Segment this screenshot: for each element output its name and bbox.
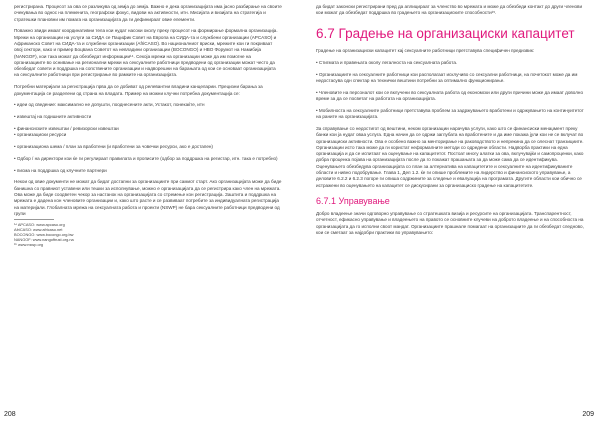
paragraph: Некои од овие документи не можат да бидат достапни за организациите при самиот старт. Ако организацијата може да биде банишна со правниот уставени или тешки за исполнување, можно е организацијата да се регистрира како член на мрежата. Ова може да биде соодветен чекор за настанок на организацијата со стремење кон регистрација. Заштита и поддршка на мрежата е дадена кон членовите организации и, како што расте и се развиваат потребите за индивидуалната регистрација на материјали. Глобалната мрежа на сексуалната работа и проекти (NSWP) не бара сексуалните работници предводени од групи bbox=[14, 179, 282, 216]
bullet-item: • идеи од сведение: максимално не допушти, пооднесените акти, Устакот, понекаќте, итн bbox=[14, 102, 205, 108]
section-heading: 6.7 Градење на организациски капацитет bbox=[316, 25, 575, 41]
paragraph: да бидат законски регистрирани пред да аплицираат за членство во мрежата и може да обезбеди контакт до други членови кои можат да обезбедат поддршка во градењето на организациските способности¹⁵. bbox=[316, 4, 583, 16]
bullet-item: • финансиските извештаи / ревизорски извештаи • организациски ресурси bbox=[14, 125, 119, 138]
footnote: AfriCASO: www.africaso.net bbox=[14, 227, 63, 233]
bullet-item: • Мобилноста на сексуалните работници претставува проблем за задржувањето вработени и одржувањето на континуитетот на раните на организацијата. bbox=[316, 107, 584, 120]
footnote: ¹⁵ www.nswp.org bbox=[14, 242, 44, 248]
page-number-right: 209 bbox=[582, 411, 594, 418]
bullet-item: • Одбор / на директори кои ќе ги регулираат правилата и прописите (одбор за поддршка на регистар, итн. така е потребно) bbox=[14, 155, 278, 161]
subsection-heading: 6.7.1 Управување bbox=[316, 195, 390, 206]
bullet-item: • организациона шема / план за вработени (и вработени за човечки ресурси, ако е достапен) bbox=[14, 144, 213, 150]
paragraph: За справување со недостигот од вештини, неком организации нарачува услуги, како што се финансиски менаџмент преку банки кои ја нудат оваа услуга. Една начин да се одржи заглубата на вработените и да име покажа јули кои не се вклучат во организациски активности. Ова е особено важно за менторирање на раководството и непрекина да се олеснат транзициите. Организации исто така може да ги користат неформалните методи со одредени области. Надворба практики на една организација и да се испитаат на оценување на капацитетот. Постоат многу алатки за ова, вклучувајќи и самопроценки, како добра проценка појава на организацијата после да го покажат прашањата за да може сама да се идентификува. Оценувањето обезбедува организацијата со план за алтернатива на капацитетите и сексуалните на идентификуваните области и нивно подобрување. Глава 1, Дел 1.2. ќе ги опише проблемите на лидерство и финансиското управување, а деловите 6.2.2 и 6.2.3 погоре ги опиша содржините за следење и евалуација на програмата. Другите области кои обично се истражени во оценувањето на капацитет се дискусирани за организациско градење на капацитетите. bbox=[316, 125, 584, 188]
page-number-left: 208 bbox=[4, 411, 16, 418]
bullet-item: • писма на поддршка од клучните партнери bbox=[14, 167, 107, 173]
bullet-item: • извештај на годишните активности bbox=[14, 114, 92, 120]
bullet-item: • Членовите на персоналот кои се вклучени во сексуалната работа од економски или други причини може да имаат доволно време за да се посветат на работата на организацијата. bbox=[316, 89, 583, 102]
footnote-divider bbox=[14, 219, 54, 220]
footnote: ¹⁴ APCASO: www.apcaso.org bbox=[14, 222, 65, 228]
paragraph: Поважно звиди имаат координативни тела кои нудат насоки околу преку процесот на формирање формална организација. Мрежи на организации на услуги за СИДА се Пацифик Совет на Европа на СИДА-та и службени организации (APCASO) и Африканско Совет на СИДА-та и службени организации (AfriCASO). Во националниот вриски, мрежите кои ги покриваат овој сектори, како и пример Боцвана Советот на невладини организации (BOCONGO) и НВО Форумот на Намибија (NANGOF), кои така можат да обезбедат информации¹⁴. Секоја мрежи на организации може да им помогне на организациите во оснивање на регионални мрежи на сексуалните работници предводени од организации можат често да обезбедат совети и поддршка на сопствените организации и надворешни на барањата од кои се основаат организацијата на сексуалните работници при регистрирање во рамките на организацијата. bbox=[14, 28, 278, 78]
paragraph: Потребни материјали за регистрација прва да се добиват од релевантни владини канцеларии. Прецизни барања за документација се разделени од страна на владата. Пример на можни клучни потребна документација се: bbox=[14, 84, 263, 96]
paragraph: Градење на организациски капацитет кај сексуалните работници претставува специфичен предизвик: bbox=[316, 48, 535, 54]
bullet-item: • Стигмата и правењата околу легалноста на сексуалната работа. bbox=[316, 59, 458, 65]
paragraph: регистрирана. Процесот за ова се разликува од земја до земја. Важно е дека организацијата има јасно разбирање на своите очекувања во однос на племенита, географски фокус, видови на активности, итн. Мисијата и визијата на стратегија и стратешки плановни им помага на организацијата да ги дефинираат овие елементи. bbox=[14, 4, 282, 22]
footnote: NANGOF: www.nangoftrust.org.na bbox=[14, 237, 74, 243]
left-page-column bbox=[14, 4, 282, 247]
right-page-column bbox=[316, 4, 586, 236]
bullet-item: • Организациите на сексуалните работници кои располагаат исклучиво со сексуални работници, на почетокот може да им недостасува одн спектар на технички вештини потребни за оптимално функционирање. bbox=[316, 71, 578, 83]
paragraph: Добро владеење значи одговорно управување со стратешката визија и ресурсите на организацијата. Транспарентност, отчетност, ефикасно управување и владеењето на правото се основните клучеви на доброто владеење и на способноста на организацијата да го исполни своот мандат. Организациите прашнале помагаат на организациите да ги обезбедат следново, кои се сметаат за најдобри практики во управувањето: bbox=[316, 210, 584, 235]
footnote: BOCONGO: www.bocongo.org.bw bbox=[14, 232, 74, 238]
